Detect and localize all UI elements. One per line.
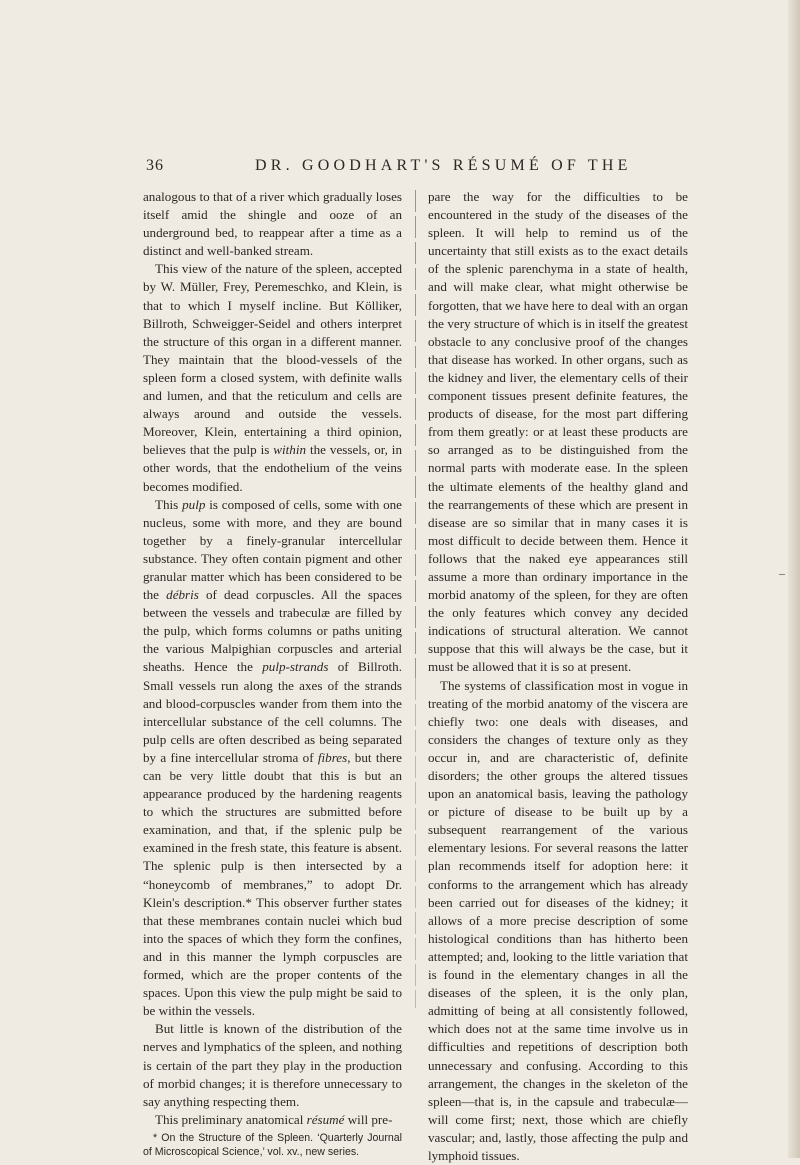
column-divider <box>415 190 416 678</box>
italic-term: pulp <box>182 496 206 512</box>
italic-term: résumé <box>306 1111 345 1127</box>
paragraph: This view of the nature of the spleen, accepted by W. Müller, Frey, Peremeschko, and Klein, is that to which I myself incline. But Kölliker, Billroth, Schweigger-Seidel and others interpret the structure of this organ in a different manner. They maintain that the blood-vessels of the spleen form a closed system, with definite walls and lumen, and that the reticulum and cells are always around and outside the vessels. Moreover, Klein, entertaining a third opinion, believes that the pulp is within the vessels, or, in other words, that the endothelium of the veins becomes modified. <box>143 261 402 494</box>
paragraph: But little is known of the distribution of the nerves and lymphatics of the spleen, and nothing is certain of the part they play in the production of morbid changes; it is therefore unnecessary to say anything respecting them. <box>143 1021 402 1109</box>
paragraph: pare the way for the difficulties to be encountered in the study of the diseases of the spleen. It will help to remind us of the uncertainty that still exists as to the exact details of the splenic parenchyma in a state of health, and will make clear, what might otherwise be forgotten, that we have here to deal with an organ the very structure of which is in itself the greatest obstacle to any conclusive proof of the changes that disease has worked. In other organs, such as the kidney and liver, the elementary cells of their component tissues present definite features, the products of disease, for the most part differing from them greatly: or at least these products are so arranged as to be distinguished from the normal parts with moderate ease. In the spleen the ultimate elements of the healthy gland and the rearrangements of these which are present in disease are so similar that in many cases it is most difficult to decide between them. Hence it follows that the naked eye appearances still assume a more than ordinary importance in the morbid anatomy of the spleen, for they are often the only features which convey any decided indications of structural alteration. We cannot suppose that this will always be the case, but it must be allowed that it is so at present. <box>428 189 688 675</box>
paragraph: This preliminary anatomical résumé will pre- <box>155 1111 393 1127</box>
paragraph: The systems of classification most in vogue in treating of the morbid anatomy of the viscera are chiefly two: one deals with diseases, and considers the changes of texture only as they occur in, and are characteristic of, definite disorders; the other groups the altered tissues upon an anatomical basis, leaving the pathology or picture of disease to be built up by a subsequent rearrangement of the various elementary lesions. For several reasons the latter plan recommends itself for adoption here: it conforms to the arrangement which has already been carried out for diseases of the kidney; it allows of a more precise description of some histological conditions than has hitherto been attempted; and, looking to the little variation that is found in the elementary changes in all the diseases of the spleen, it is the only plan, admitting of being at all consistently followed, which does not at the same time involve us in difficulties and repetitions of description both unnecessary and confusing. According to this arrangement, the changes in the skeleton of the spleen—that is, in the capsule and trabeculæ—will come first; next, those which are chiefly vascular; and, lastly, those affecting the pulp and lymphoid tissues. <box>428 677 688 1163</box>
page-header <box>140 157 680 177</box>
paragraph: This pulp is composed of cells, some with one nucleus, some with more, and they are bound together by a finely-granular intercellular substance. They often contain pigment and other granular matter which has been considered to be the débris of dead corpuscles. All the spaces between the vessels and trabeculæ are filled by the pulp, which forms columns or paths uniting the various Malpighian corpuscles and arterial sheaths. Hence the pulp-strands of Billroth. Small vessels run along the axes of the strands and blood-corpuscles wander from them into the intercellular substance of the cell columns. The pulp cells are often described as being separated by a fine intercellular stroma of fibres, but there can be very little doubt that this is but an appearance produced by the hardening reagents to which the structures are submitted before examination, and that, if the splenic pulp be examined in the fresh state, this feature is absent. The splenic pulp is then intersected by a “honeycomb of membranes,” to adopt Dr. Klein's description.* This observer further states that these membranes contain nuclei which bud into the spaces of which they form the confines, and in this manner the lymph corpuscles are formed, which are the proper contents of the spaces. Upon this view the pulp might be said to be within the vessels. <box>143 496 402 1019</box>
page-number: 36 <box>146 157 164 174</box>
italic-term: fibres <box>317 749 348 765</box>
left-column <box>143 188 402 1160</box>
italic-term: pulp-strands <box>262 659 329 675</box>
running-title: DR. GOODHART'S RÉSUMÉ OF THE <box>255 157 632 174</box>
italic-term: débris <box>166 587 199 603</box>
page-edge-shadow <box>788 0 800 1158</box>
italic-term: within <box>273 442 307 458</box>
footnote: * On the Structure of the Spleen. ‘Quarterly Journal of Microscopical Science,’ vol. xv., new series. <box>143 1131 402 1159</box>
column-divider-lower <box>415 678 416 1008</box>
margin-mark <box>779 574 785 575</box>
right-column <box>428 188 688 1165</box>
paragraph: analogous to that of a river which gradually loses itself amid the shingle and ooze of an underground bed, to reappear after a time as a distinct and well-banked stream. <box>143 189 402 259</box>
